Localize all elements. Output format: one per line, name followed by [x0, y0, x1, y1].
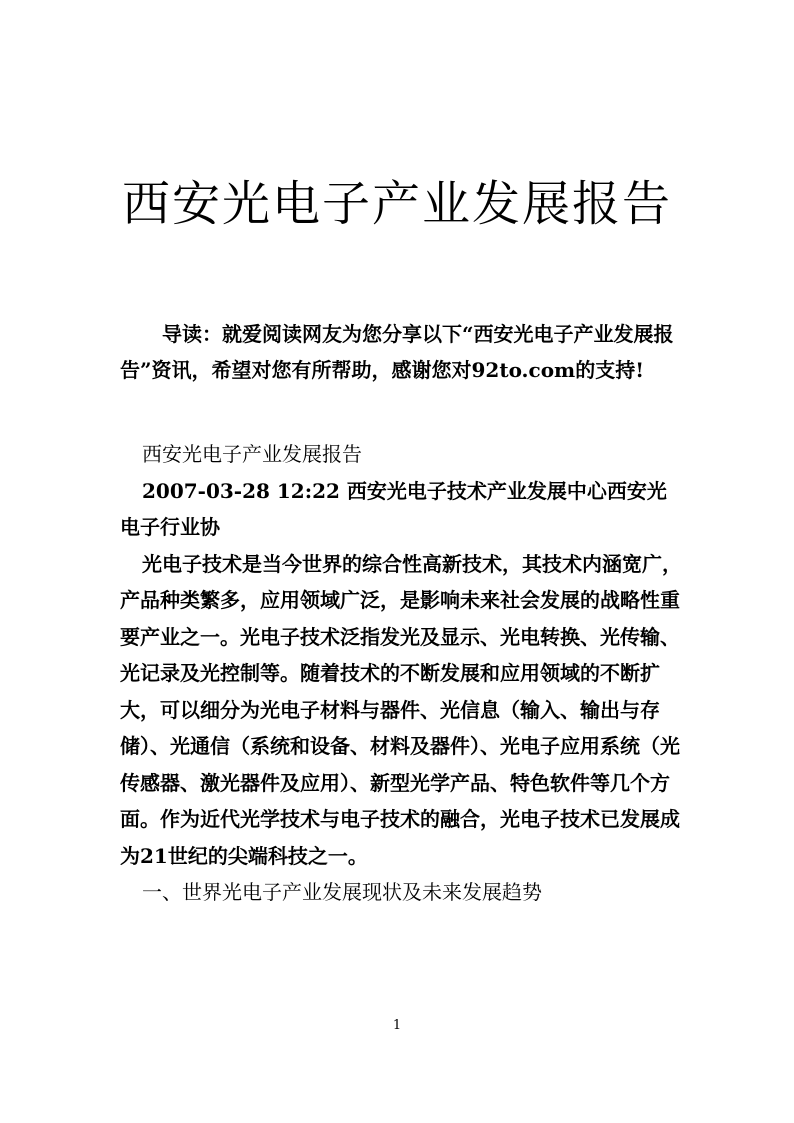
section-heading: 一、世界光电子产业发展现状及未来发展趋势 — [142, 880, 542, 904]
page-number: 1 — [392, 1018, 402, 1033]
dateline: 2007-03-28 12:22 西安光电子技术产业发展中心西安光电子行业协 — [120, 478, 667, 539]
page-title: 西安光电子产业发展报告 — [121, 176, 672, 233]
intro-paragraph: 导读：就爱阅读网友为您分享以下“西安光电子产业发展报告”资讯，希望对您有所帮助，感谢您对92to.com的支持! — [120, 322, 674, 382]
body-paragraph: 光电子技术是当今世界的综合性高新技术，其技术内涵宽广，产品种类繁多，应用领域广泛，是影响未来社会发展的战略性重要产业之一。光电子技术泛指发光及显示、光电转换、光传输、光记录及光控制等。随着技术的不断发展和应用领域的不断扩大，可以细分为光电子材料与器件、光信息（输入、输出与存储）、光通信（系统和设备、材料及器件）、光电子应用系统（光传感器、激光器件及应用）、新型光学产品、特色软件等几个方面。作为近代光学技术与电子技术的融合，光电子技术已发展成为21世纪的尖端科技之一。 — [120, 551, 682, 868]
article-heading: 西安光电子产业发展报告 — [142, 442, 362, 466]
article-body — [120, 436, 682, 911]
